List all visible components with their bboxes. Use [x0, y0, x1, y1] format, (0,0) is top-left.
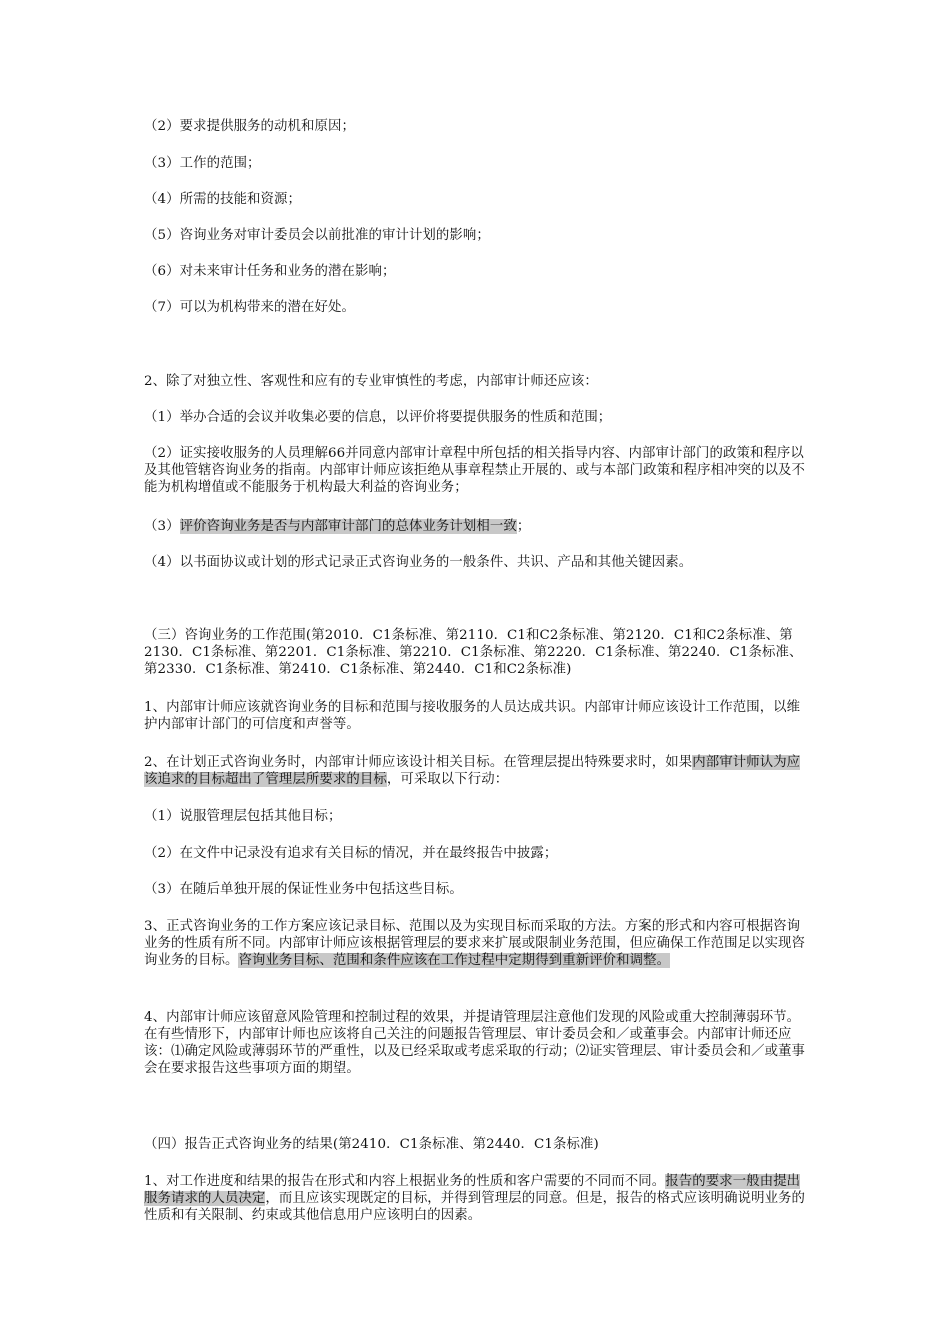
paragraph: （1）举办合适的会议并收集必要的信息，以评价将要提供服务的性质和范围；	[144, 410, 612, 425]
paragraph: （1）说服管理层包括其他目标；	[144, 809, 342, 824]
text-run: （3）	[144, 519, 180, 534]
paragraph: （6）对未来审计任务和业务的潜在影响；	[144, 264, 396, 279]
text-run: ，可采取以下行动：	[386, 772, 509, 787]
text-run: 3、正式咨询业务的工作方案应该记录目标、范围以及为实现目标而采取的方法。方案的形式和内容可根据咨询业务的性质有所不同。内部审计师应该根据管理层的要求来扩展或限制业务范围，但应确保工作范围足以实现咨询业务的目标。	[144, 919, 806, 968]
text-run: ；	[516, 519, 531, 534]
highlighted-text: 内部审计师认为应该追求的目标超出了管理层所要求的目标	[144, 755, 801, 787]
text-run: ，而且应该实现既定的目标，并得到管理层的同意。但是，报告的格式应该明确说明业务的性质和有关限制、约束或其他信息用户应该明白的因素。	[144, 1191, 806, 1223]
paragraph: （4）以书面协议或计划的形式记录正式咨询业务的一般条件、共识、产品和其他关键因素。	[144, 555, 693, 570]
paragraph: 2、除了对独立性、客观性和应有的专业审慎性的考虑，内部审计师还应该：	[144, 374, 598, 389]
highlighted-text: 评价咨询业务是否与内部审计部门的总体业务计划相一致	[179, 519, 517, 534]
paragraph: （2）在文件中记录没有追求有关目标的情况，并在最终报告中披露；	[144, 846, 558, 861]
paragraph	[144, 754, 808, 788]
paragraph: （2）要求提供服务的动机和原因；	[144, 119, 355, 134]
section-heading: （四）报告正式咨询业务的结果(第2410．C1条标准、第2440．C1条标准)	[144, 1137, 599, 1152]
highlighted-text: 报告的要求一般由提出服务请求的人员决定	[144, 1174, 801, 1206]
paragraph: 1、内部审计师应该就咨询业务的目标和范围与接收服务的人员达成共识。内部审计师应该设计工作范围，以维护内部审计部门的可信度和声誉等。	[144, 700, 801, 732]
paragraph	[144, 1173, 808, 1224]
section-heading: （三）咨询业务的工作范围(第2010．C1条标准、第2110．C1和C2条标准、第2120．C1和C2条标准、第2130．C1条标准、第2201．C1条标准、第2210．C1条标准、第2220．C1条标准、第2240．C1条标准、第2330．C1条标准、第2410．C1条标准、第2440．C1和C2条标准)	[144, 628, 803, 677]
paragraph	[144, 518, 808, 535]
paragraph: 4、内部审计师应该留意风险管理和控制过程的效果，并提请管理层注意他们发现的风险或重大控制薄弱环节。在有些情形下，内部审计师也应该将自己关注的问题报告管理层、审计委员会和／或董事会。内部审计师还应该：⑴确定风险或薄弱环节的严重性，以及已经采取或考虑采取的行动；⑵证实管理层、审计委员会和／或董事会在要求报告这些事项方面的期望。	[144, 1010, 806, 1076]
text-run: 1、对工作进度和结果的报告在形式和内容上根据业务的性质和客户需要的不同而不同。	[144, 1174, 666, 1189]
paragraph: （2）证实接收服务的人员理解66并同意内部审计章程中所包括的相关指导内容、内部审计部门的政策和程序以及其他管辖咨询业务的指南。内部审计师应该拒绝从事章程禁止开展的、或与本部门政策和程序相冲突的以及不能为机构增值或不能服务于机构最大利益的咨询业务；	[144, 446, 806, 495]
text-run: 2、在计划正式咨询业务时，内部审计师应该设计相关目标。在管理层提出特殊要求时，如果	[144, 755, 693, 770]
paragraph: （5）咨询业务对审计委员会以前批准的审计计划的影响；	[144, 228, 490, 243]
paragraph: （3）工作的范围；	[144, 156, 261, 171]
paragraph: （4）所需的技能和资源；	[144, 192, 302, 207]
paragraph	[144, 918, 808, 969]
paragraph: （7）可以为机构带来的潜在好处。	[144, 300, 355, 315]
paragraph: （3）在随后单独开展的保证性业务中包括这些目标。	[144, 882, 463, 897]
highlighted-text: 咨询业务目标、范围和条件应该在工作过程中定期得到重新评价和调整。	[238, 953, 671, 968]
